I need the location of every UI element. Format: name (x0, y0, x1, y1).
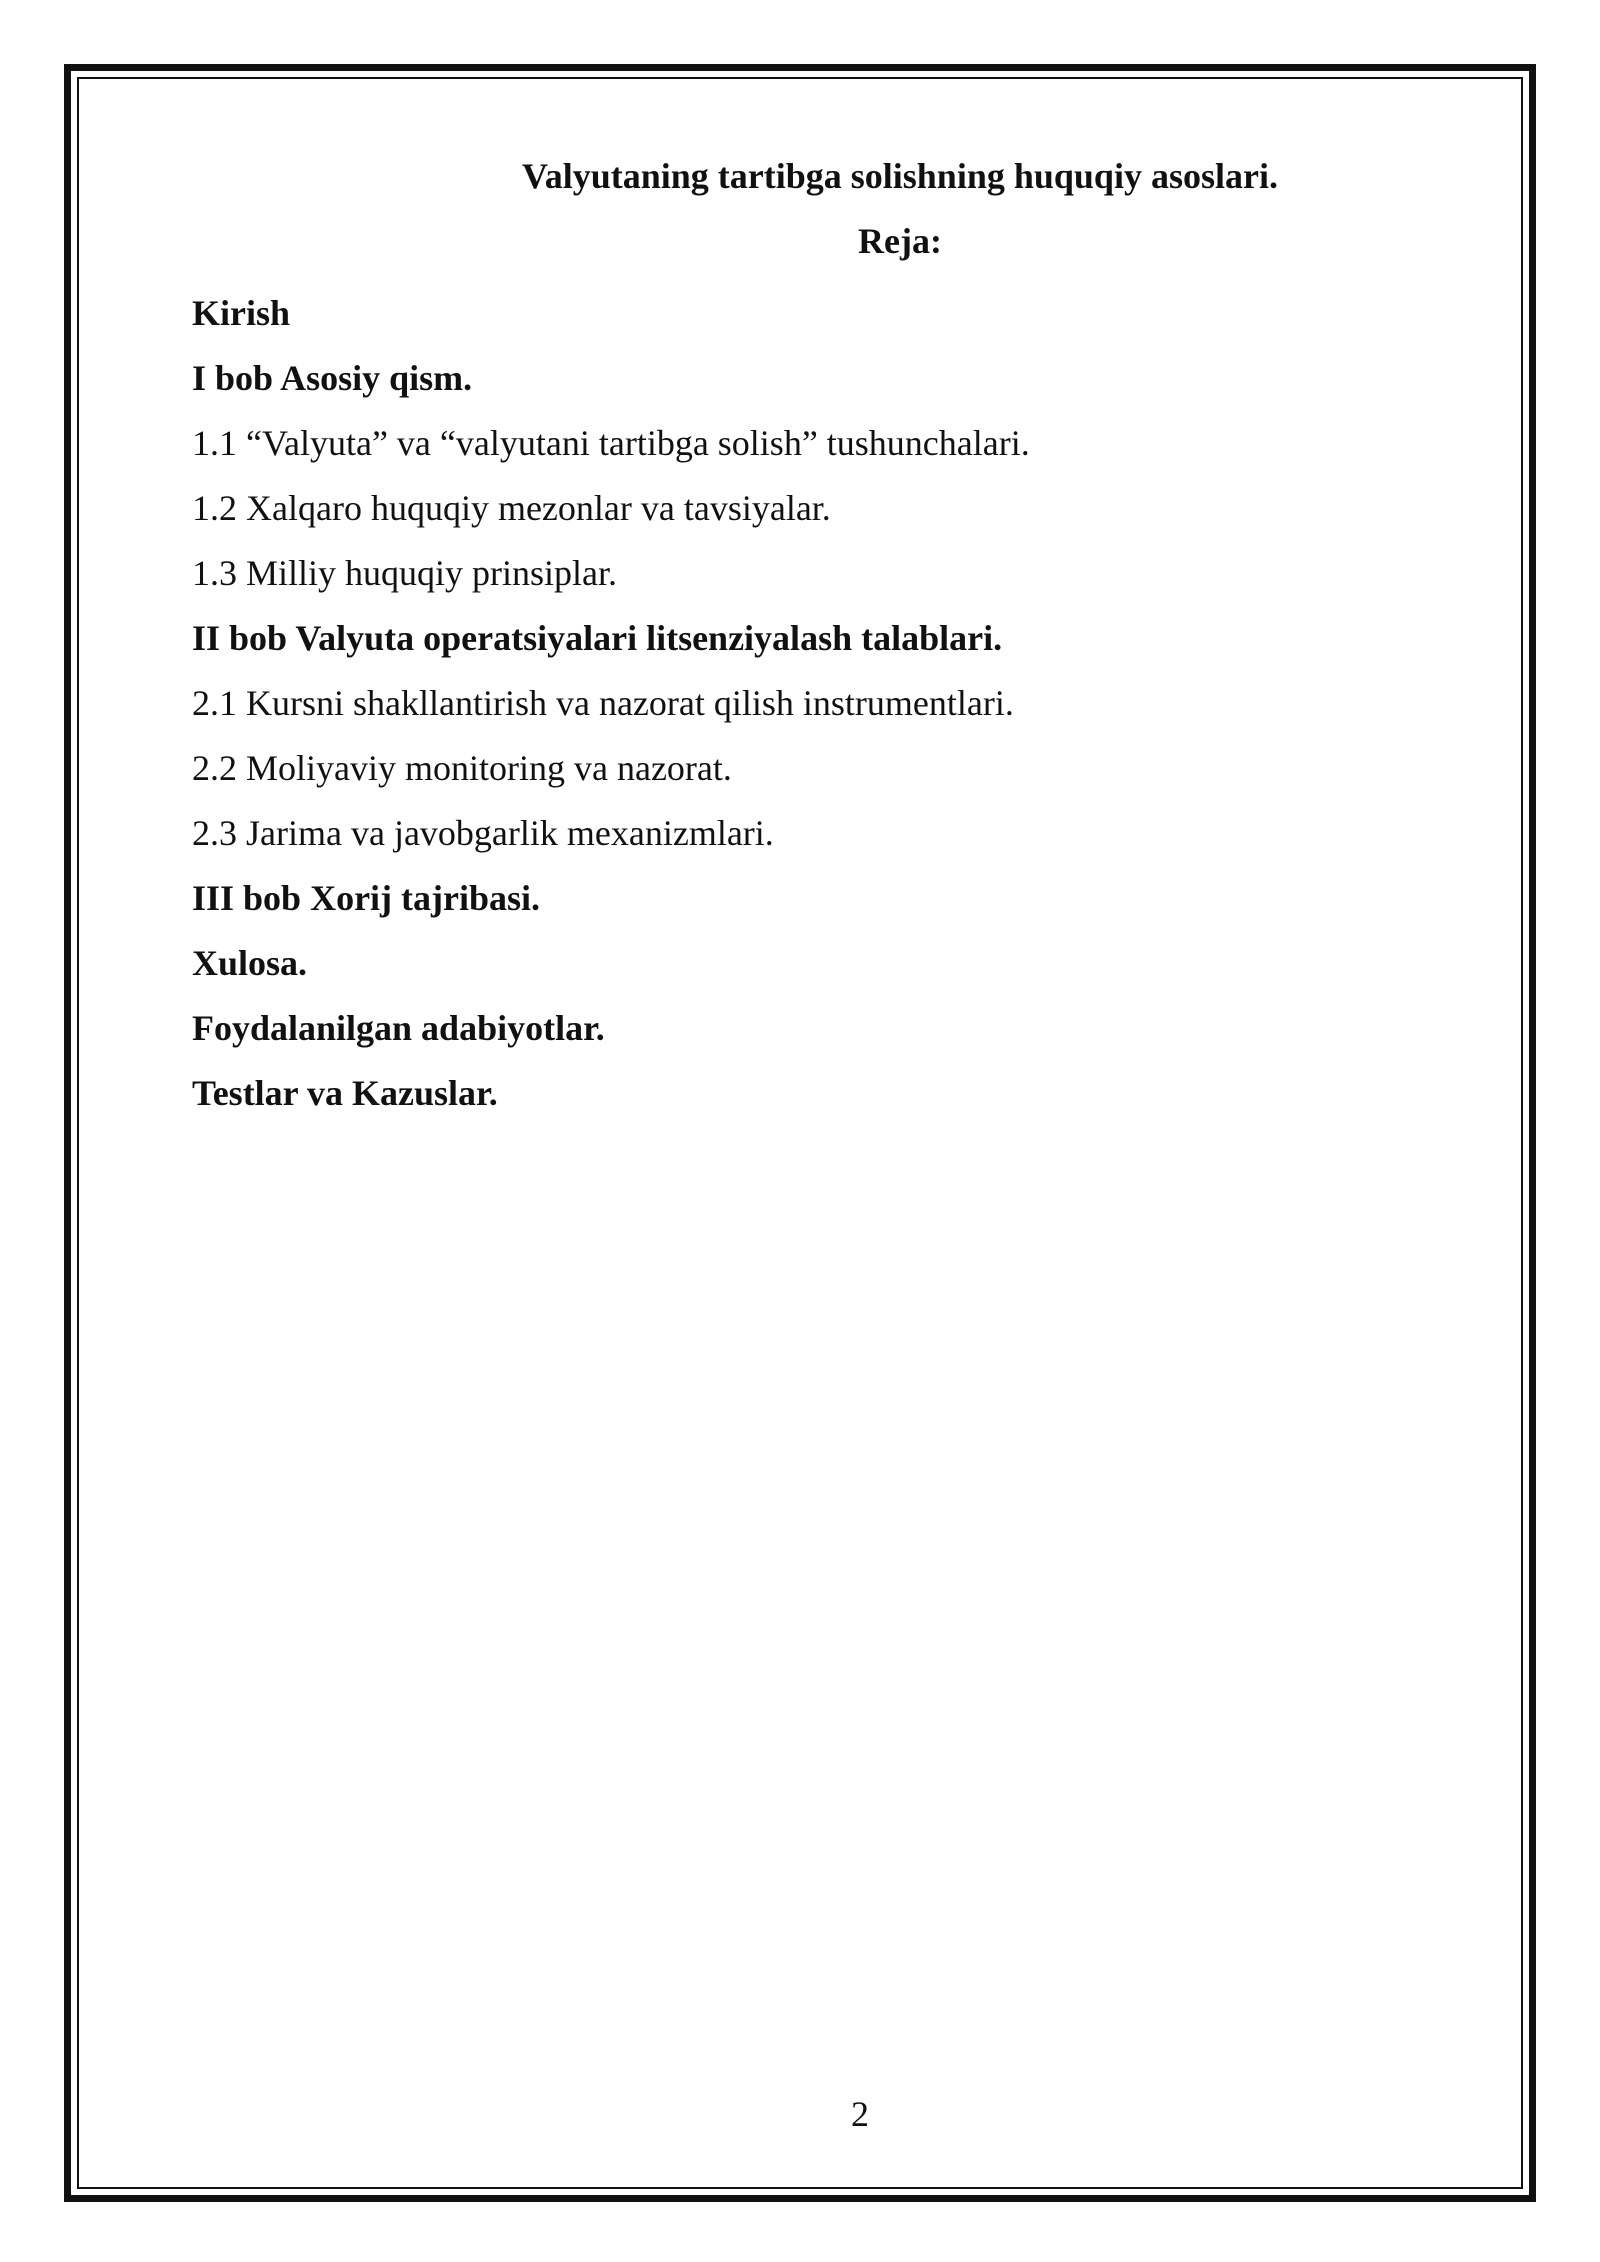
toc-item: Kirish (192, 293, 291, 333)
toc-item: I bob Asosiy qism. (192, 358, 473, 398)
toc-item: 1.1 “Valyuta” va “valyutani tartibga solish” tushunchalari. (192, 423, 1030, 463)
page-number: 2 (851, 2094, 869, 2134)
toc-item: Testlar va Kazuslar. (192, 1073, 498, 1113)
toc-item: Foydalanilgan adabiyotlar. (192, 1008, 605, 1048)
document-subtitle: Reja: (858, 221, 942, 261)
toc-item: II bob Valyuta operatsiyalari litsenziyalash talablari. (192, 618, 1003, 658)
toc-item: 1.3 Milliy huquqiy prinsiplar. (192, 553, 618, 593)
toc-item: 2.3 Jarima va javobgarlik mexanizmlari. (192, 813, 774, 853)
toc-item: III bob Xorij tajribasi. (192, 878, 541, 918)
toc-item: 2.1 Kursni shakllantirish va nazorat qilish instrumentlari. (192, 683, 1014, 723)
toc-item: 1.2 Xalqaro huquqiy mezonlar va tavsiyalar. (192, 488, 831, 528)
table-of-contents (192, 281, 1442, 1126)
toc-item: 2.2 Moliyaviy monitoring va nazorat. (192, 748, 732, 788)
toc-item: Xulosa. (192, 943, 308, 983)
document-title: Valyutaning tartibga solishning huquqiy asoslari. (522, 156, 1278, 196)
